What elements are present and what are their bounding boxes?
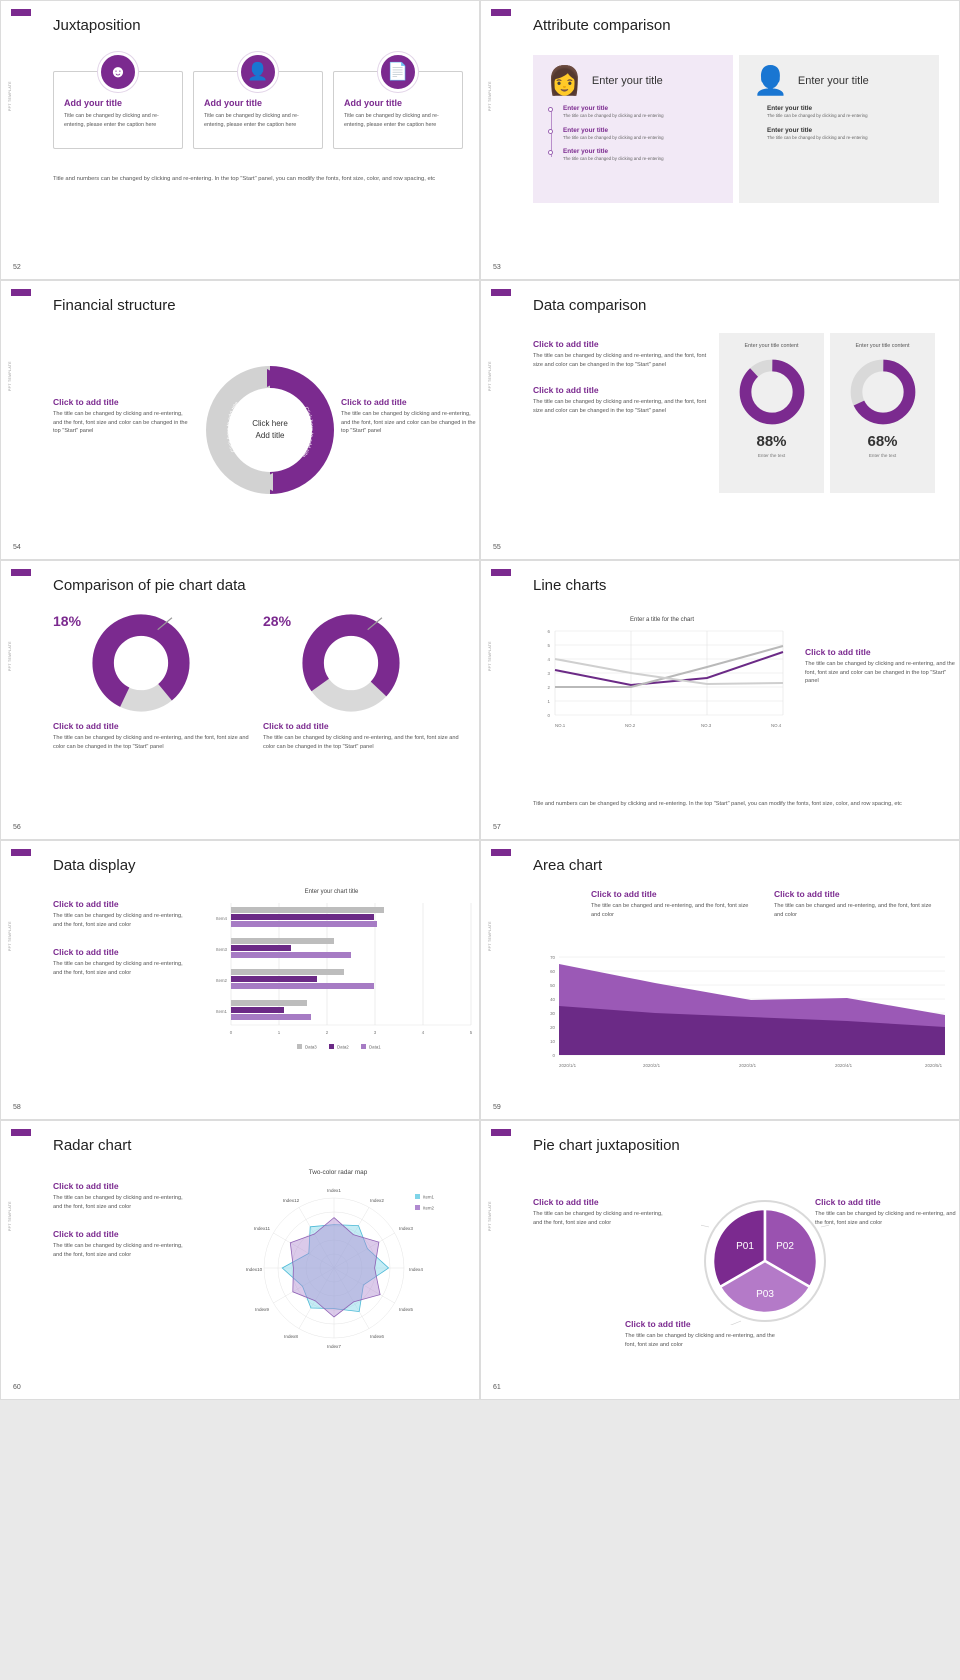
text-block [591,889,756,919]
document-person-icon: 📄 [378,52,418,92]
block-title: Click to add title [533,339,599,349]
card-label: Enter your title content [855,343,910,349]
svg-text:5: 5 [469,1030,473,1035]
sidebar-vertical-text: PPT TEMPLATE [8,641,12,671]
user-avatar-icon: 👤 [238,52,278,92]
block-title: Click to add title [533,385,599,396]
svg-text:Index3: Index3 [399,1226,413,1231]
card-2[interactable] [193,62,323,149]
svg-text:Item1: Item1 [216,1009,227,1014]
block-title: Click to add title [53,1181,119,1191]
panel-right[interactable] [739,55,939,203]
item-title: Enter your title [563,105,609,112]
donut-chart-1 [91,613,191,713]
female-avatar-icon: 👩 [547,65,582,96]
svg-text:Index6: Index6 [370,1334,384,1339]
user-headset-icon: ☻ [98,52,138,92]
svg-text:Index7: Index7 [327,1344,341,1349]
text-block-right [341,397,480,436]
svg-text:Click here to add title: Click here to add title [300,405,315,458]
svg-text:Item2: Item2 [423,1205,434,1211]
footer-note: Title and numbers can be changed by clicking and re-entering. In the top "Start" panel, you can modify the fonts, font size, color, and row spacing, etc [53,176,436,182]
svg-text:4: 4 [421,1030,425,1035]
svg-text:Click here to add title: Click here to add title [225,401,241,453]
block-text: The title can be changed by clicking and re-entering, and the font, font size and color can be changed in the top "Start" panel [341,411,476,435]
panel-header [547,67,719,95]
page-title: Area chart [533,857,603,874]
slide-56[interactable] [0,560,480,840]
footer-note: Title and numbers can be changed by clicking and re-entering. In the top "Start" panel, you can modify the fonts, font size, color, and row spacing, etc [533,800,902,807]
page-title: Juxtaposition [53,17,141,34]
chart-title: Enter a title for the chart [629,617,695,623]
accent-bar [491,849,511,856]
page-title: Financial structure [53,297,176,314]
panel-heading: Enter your title [591,75,663,87]
card-1[interactable] [53,62,183,149]
card-text: Title can be changed by clicking and re-entering, please enter the caption here [204,113,299,128]
page-number: 54 [13,544,21,551]
text-column [533,339,708,432]
list-item[interactable] [767,127,925,142]
block-title: Click to add title [341,397,407,407]
slide-body [533,1169,956,1375]
text-block [53,947,183,977]
slide-57[interactable] [480,560,960,840]
slide-60[interactable] [0,1120,480,1400]
block-title: Click to add title [774,889,840,899]
card-row [53,62,463,149]
svg-text:20: 20 [550,1025,555,1030]
accent-bar [11,1129,31,1136]
block-text: The title can be changed and re-entering, and the font, font size and color [591,903,749,918]
page-number: 61 [493,1384,501,1391]
accent-bar [11,569,31,576]
text-block-left [533,1197,673,1227]
block-text: The title can be changed by clicking and re-entering, and the font, font size and color [53,1195,183,1210]
radar-chart [203,1169,473,1359]
donut-card-2[interactable] [830,333,935,493]
card-title: Add your title [344,98,402,108]
item-text: The title can be changed by clicking and re-entering [563,113,664,118]
chart-title: Enter your chart title [304,889,359,895]
svg-text:Data1: Data1 [369,1044,381,1050]
item-title: Enter your title [563,126,609,134]
sidebar-vertical-text: PPT TEMPLATE [8,921,12,951]
bullet-dot-icon [548,150,553,155]
block-title: Click to add title [53,947,119,958]
block-title: Click to add title [805,647,871,657]
chart-title: Two-color radar map [308,1169,368,1176]
block-text: The title can be changed by clicking and re-entering, and the font, font size and color can be changed in the top "Start" panel [53,735,249,750]
block-text: The title can be changed and re-entering, and the font, font size and color [774,903,932,918]
slide-body [53,609,463,815]
percent-value: 88% [756,433,787,450]
card-title: Add your title [64,98,122,108]
slide-body [53,49,463,255]
text-block-left [53,397,193,436]
percent-label: 18% [53,613,82,629]
block-text: The title can be changed by clicking and re-entering, and the font, font size and color can be changed in the top "Start" panel [53,411,188,435]
item-text: The title can be changed by clicking and re-entering [767,134,868,140]
sidebar-vertical-text: PPT TEMPLATE [488,361,492,391]
accent-bar [491,569,511,576]
block-text: The title can be changed by clicking and re-entering, and the font, font size and color [815,1211,956,1226]
svg-text:Item3: Item3 [216,947,227,952]
block-title: Click to add title [53,1229,119,1240]
item-text: The title can be changed by clicking and re-entering [563,156,664,162]
block-text: The title can be changed by clicking and re-entering, and the font, font size and color can be changed in the top "Start" panel [263,735,459,750]
cycle-center-label [252,418,288,442]
block-text: The title can be changed by clicking and re-entering, and the font, font size and color can be changed in the top "Start" panel [533,399,707,414]
text-block [53,721,253,751]
item-text: The title can be changed by clicking and re-entering [767,113,868,118]
svg-text:Item1: Item1 [423,1194,434,1200]
sidebar-vertical-text: PPT TEMPLATE [8,361,12,391]
page-number: 55 [493,544,501,551]
slide-52[interactable] [0,0,480,280]
percent-value: 68% [867,433,898,450]
pie-column-1 [53,613,253,751]
panel-list [753,105,925,141]
text-block [533,385,708,415]
accent-bar [491,289,511,296]
svg-text:0: 0 [547,713,550,718]
text-block [533,339,708,369]
svg-text:30: 30 [550,1011,555,1016]
card-3[interactable] [333,62,463,149]
text-block [805,647,955,686]
svg-text:NO.4: NO.4 [771,723,782,728]
text-block [774,889,939,919]
card-caption: Enter the text [757,453,786,458]
page-title: Comparison of pie chart data [53,577,246,594]
svg-text:Item2: Item2 [216,978,227,983]
sidebar-vertical-text: PPT TEMPLATE [488,641,492,671]
bar-chart [189,889,474,1069]
head-row [591,889,943,919]
svg-text:2: 2 [325,1030,329,1035]
text-block [53,1229,183,1259]
donut-cards [719,333,935,493]
area-chart [533,949,953,1079]
list-item[interactable] [563,148,719,163]
svg-text:Index12: Index12 [282,1198,300,1203]
percent-label: 28% [263,613,292,629]
block-title: Click to add title [53,397,119,407]
card-label: Enter your title content [744,343,799,349]
page-number: 59 [493,1104,501,1111]
block-title: Click to add title [815,1197,881,1207]
slide-body [533,609,955,815]
text-block [263,721,463,751]
bullet-dot-icon [548,129,553,134]
page-number: 57 [493,824,501,831]
block-text: The title can be changed by clicking and re-entering, and the font, font size and color [53,913,183,928]
accent-bar [11,289,31,296]
block-title: Click to add title [533,1197,599,1207]
donut-chart-2 [301,613,401,713]
page-number: 53 [493,264,501,271]
item-title: Enter your title [767,105,813,112]
donut-card-1[interactable] [719,333,824,493]
text-column [53,1181,183,1260]
svg-text:P03: P03 [756,1289,774,1300]
svg-text:2: 2 [547,685,550,690]
svg-text:Index1: Index1 [327,1188,341,1193]
panel-list [547,105,719,163]
card-text: Title can be changed by clicking and re-entering, please enter the caption here [344,113,439,128]
comparison-panels [533,55,943,203]
panel-heading: Enter your title [797,75,869,87]
svg-text:10: 10 [550,1039,555,1044]
page-title: Attribute comparison [533,17,671,34]
svg-text:2020/5/1: 2020/5/1 [925,1063,943,1068]
svg-text:Index11: Index11 [253,1226,271,1231]
accent-bar [11,9,31,16]
list-item[interactable] [767,105,925,120]
card-caption: Enter the text [868,453,897,458]
item-title: Enter your title [767,126,813,134]
item-text: The title can be changed by clicking and re-entering [563,134,664,140]
block-title: Click to add title [625,1319,691,1329]
svg-text:2020/1/1: 2020/1/1 [559,1063,577,1068]
svg-text:Index9: Index9 [255,1307,269,1312]
svg-text:NO.2: NO.2 [625,723,636,728]
text-block-right [815,1197,960,1227]
page-title: Data display [53,857,136,874]
accent-bar [11,849,31,856]
line-chart [533,617,791,745]
page-number: 56 [13,824,21,831]
block-text: The title can be changed by clicking and re-entering, and the font, font size and color can be changed in the top "Start" panel [805,661,955,685]
svg-text:Index5: Index5 [399,1307,413,1312]
slide-body [53,889,473,1095]
svg-text:Index8: Index8 [284,1334,298,1339]
slide-58[interactable] [0,840,480,1120]
text-block [53,1181,183,1211]
svg-text:5: 5 [547,643,550,648]
svg-text:2020/3/1: 2020/3/1 [739,1063,757,1068]
slide-body [53,329,476,535]
svg-text:40: 40 [550,997,555,1002]
block-text: The title can be changed by clicking and re-entering, and the font, font size and color [625,1333,775,1348]
page-title: Pie chart juxtaposition [533,1137,680,1154]
pie-column-2 [263,613,463,751]
center-line-1: Click here [252,419,288,428]
list-item[interactable] [563,105,719,120]
cycle-diagram [205,365,335,495]
svg-text:P02: P02 [776,1241,794,1252]
svg-text:6: 6 [547,629,550,634]
slide-body [533,329,943,535]
svg-text:Index2: Index2 [370,1198,384,1203]
panel-left[interactable] [533,55,733,203]
block-title: Click to add title [591,889,657,899]
block-title: Click to add title [53,899,119,909]
page-number: 58 [13,1104,21,1111]
block-text: The title can be changed by clicking and re-entering, and the font, font size and color can be changed in the top "Start" panel [533,353,707,368]
svg-text:0: 0 [552,1053,555,1058]
block-text: The title can be changed by clicking and re-entering, and the font, font size and color [533,1211,663,1226]
svg-text:NO.3: NO.3 [701,723,712,728]
svg-text:Data3: Data3 [305,1044,317,1050]
sidebar-vertical-text: PPT TEMPLATE [488,921,492,951]
svg-text:3: 3 [373,1030,377,1035]
slide-55[interactable] [480,280,960,560]
svg-text:2020/2/1: 2020/2/1 [643,1063,661,1068]
svg-text:0: 0 [229,1030,233,1035]
svg-text:P01: P01 [736,1241,754,1252]
accent-bar [491,9,511,16]
page-title: Line charts [533,577,607,594]
svg-text:Data2: Data2 [337,1044,349,1050]
svg-text:70: 70 [550,955,555,960]
slide-59[interactable] [480,840,960,1120]
bullet-dot-icon [548,107,553,112]
pie-chart [701,1197,831,1327]
svg-text:2020/4/1: 2020/4/1 [835,1063,853,1068]
center-line-2: Add title [255,431,285,440]
page-title: Radar chart [53,1137,132,1154]
sidebar-vertical-text: PPT TEMPLATE [488,1201,492,1231]
page-number: 60 [13,1384,21,1391]
block-text: The title can be changed by clicking and re-entering, and the font, font size and color [53,1243,183,1258]
text-column [53,899,183,978]
sidebar-vertical-text: PPT TEMPLATE [8,1201,12,1231]
svg-text:60: 60 [550,969,555,974]
slide-body [533,49,943,255]
slide-body [533,889,943,1095]
svg-text:NO.1: NO.1 [555,723,566,728]
block-title: Click to add title [53,721,119,731]
item-title: Enter your title [563,148,609,156]
sidebar-vertical-text: PPT TEMPLATE [488,81,492,111]
svg-text:4: 4 [547,657,550,662]
card-title: Add your title [204,98,262,108]
accent-bar [491,1129,511,1136]
svg-text:50: 50 [550,983,555,988]
svg-text:3: 3 [547,671,550,676]
slide-54[interactable] [0,280,480,560]
svg-text:1: 1 [547,699,550,704]
card-text: Title can be changed by clicking and re-entering, please enter the caption here [64,113,159,128]
block-text: The title can be changed by clicking and re-entering, and the font, font size and color [53,961,183,976]
svg-text:Index4: Index4 [409,1267,423,1272]
page-title: Data comparison [533,297,647,314]
slide-61[interactable] [480,1120,960,1400]
svg-text:Item4: Item4 [216,916,227,921]
list-item[interactable] [563,127,719,142]
slide-body [53,1169,463,1375]
slide-53[interactable] [480,0,960,280]
svg-text:1: 1 [277,1030,281,1035]
sidebar-vertical-text: PPT TEMPLATE [8,81,12,111]
panel-header [753,67,925,95]
block-title: Click to add title [263,721,329,731]
text-block [53,899,183,929]
svg-text:Index10: Index10 [245,1267,263,1272]
page-number: 52 [13,264,21,271]
male-avatar-icon: 👤 [753,65,788,96]
